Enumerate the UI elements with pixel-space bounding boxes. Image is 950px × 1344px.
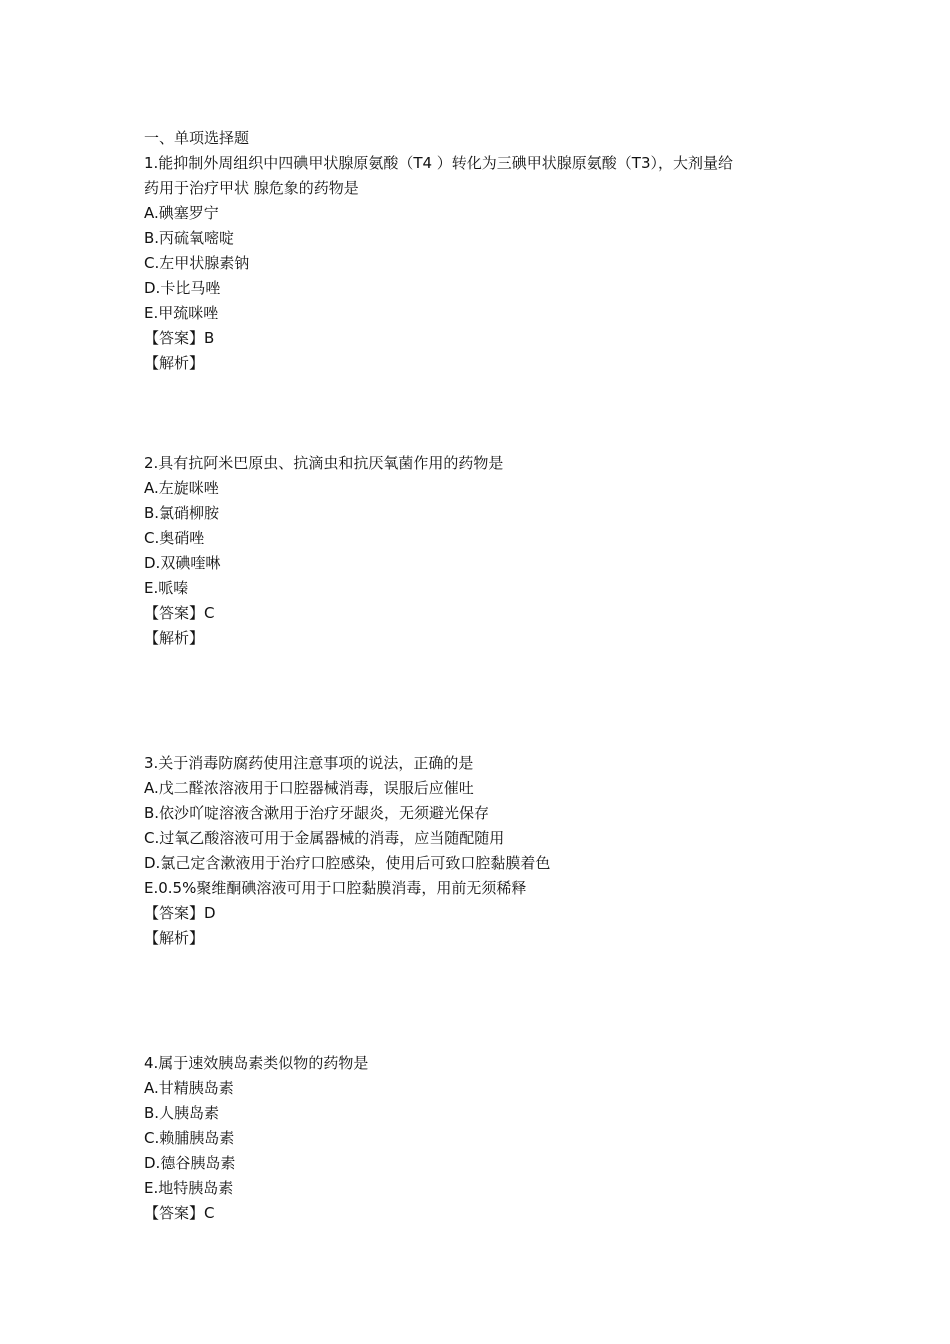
question-4: [144, 1051, 814, 1226]
answer-line: 【答案】C: [144, 1204, 215, 1222]
option-c: C.奥硝唑: [144, 529, 205, 547]
question-stem: 2.具有抗阿米巴原虫、抗滴虫和抗厌氧菌作用的药物是: [144, 454, 504, 472]
option-c: C.左甲状腺素钠: [144, 254, 250, 272]
analysis-line: 【解析】: [144, 354, 205, 372]
answer-line: 【答案】C: [144, 604, 215, 622]
question-2: [144, 451, 814, 651]
option-a: A.戊二醛浓溶液用于口腔器械消毒，误服后应催吐: [144, 779, 474, 797]
option-e: E.0.5%聚维酮碘溶液可用于口腔黏膜消毒，用前无须稀释: [144, 879, 527, 897]
option-d: D.卡比马唑: [144, 279, 221, 297]
analysis-line: 【解析】: [144, 929, 205, 947]
option-e: E.地特胰岛素: [144, 1179, 234, 1197]
section-title: 一、单项选择题: [144, 129, 250, 147]
option-a: A.甘精胰岛素: [144, 1079, 234, 1097]
answer-line: 【答案】B: [144, 329, 215, 347]
option-a: A.碘塞罗宁: [144, 204, 219, 222]
question-stem-continued: 药用于治疗甲状 腺危象的药物是: [144, 179, 359, 197]
answer-line: 【答案】D: [144, 904, 216, 922]
option-c: C.过氧乙酸溶液可用于金属器械的消毒，应当随配随用: [144, 829, 505, 847]
question-stem: 1.能抑制外周组织中四碘甲状腺原氨酸（T4 ）转化为三碘甲状腺原氨酸（T3），大剂量给: [144, 154, 733, 172]
option-a: A.左旋咪唑: [144, 479, 219, 497]
question-3: [144, 751, 814, 951]
analysis-line: 【解析】: [144, 629, 205, 647]
option-d: D.德谷胰岛素: [144, 1154, 236, 1172]
option-b: B.氯硝柳胺: [144, 504, 220, 522]
option-b: B.丙硫氧嘧啶: [144, 229, 235, 247]
option-b: B.人胰岛素: [144, 1104, 220, 1122]
document-content: [144, 126, 814, 1226]
option-e: E.甲巯咪唑: [144, 304, 219, 322]
option-d: D.氯己定含漱液用于治疗口腔感染，使用后可致口腔黏膜着色: [144, 854, 551, 872]
option-e: E.哌嗪: [144, 579, 189, 597]
option-d: D.双碘喹啉: [144, 554, 221, 572]
question-1: [144, 151, 814, 376]
question-stem: 3.关于消毒防腐药使用注意事项的说法，正确的是: [144, 754, 474, 772]
option-c: C.赖脯胰岛素: [144, 1129, 235, 1147]
option-b: B.依沙吖啶溶液含漱用于治疗牙龈炎，无须避光保存: [144, 804, 490, 822]
question-stem: 4.属于速效胰岛素类似物的药物是: [144, 1054, 369, 1072]
